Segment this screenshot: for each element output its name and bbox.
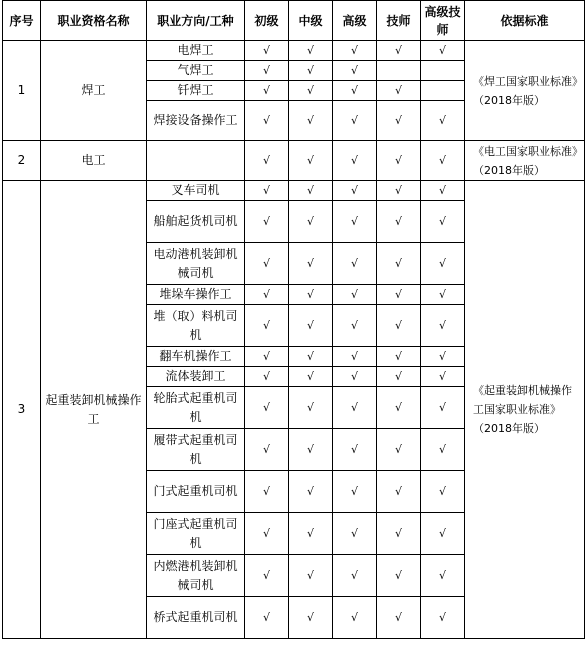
seq-cell: 2	[3, 141, 41, 181]
check-cell: √	[289, 41, 333, 61]
check-cell: √	[245, 285, 289, 305]
table-row	[3, 181, 585, 201]
qualification-name: 焊工	[41, 41, 147, 141]
check-cell: √	[333, 429, 377, 471]
direction-cell: 轮胎式起重机司机	[147, 387, 245, 429]
header-level-4: 技师	[377, 1, 421, 41]
header-level-5: 高级技师	[421, 1, 465, 41]
check-cell: √	[421, 597, 465, 639]
check-cell: √	[333, 285, 377, 305]
check-cell: √	[245, 471, 289, 513]
header-row	[3, 1, 585, 41]
check-cell: √	[421, 285, 465, 305]
standard-cell: 《起重装卸机械操作工国家职业标准》（2018年版）	[465, 181, 585, 639]
check-cell: √	[289, 181, 333, 201]
check-cell: √	[421, 243, 465, 285]
check-cell: √	[421, 101, 465, 141]
check-cell	[421, 81, 465, 101]
check-cell: √	[245, 141, 289, 181]
direction-cell: 气焊工	[147, 61, 245, 81]
check-cell: √	[289, 61, 333, 81]
direction-cell: 焊接设备操作工	[147, 101, 245, 141]
check-cell: √	[289, 513, 333, 555]
check-cell: √	[245, 387, 289, 429]
check-cell: √	[377, 305, 421, 347]
direction-cell: 流体装卸工	[147, 367, 245, 387]
check-cell: √	[245, 347, 289, 367]
check-cell: √	[289, 597, 333, 639]
check-cell: √	[377, 347, 421, 367]
check-cell: √	[333, 101, 377, 141]
check-cell: √	[333, 61, 377, 81]
check-cell: √	[245, 513, 289, 555]
direction-cell: 履带式起重机司机	[147, 429, 245, 471]
check-cell: √	[289, 305, 333, 347]
check-cell: √	[245, 201, 289, 243]
header-level-1: 初级	[245, 1, 289, 41]
direction-cell: 堆垛车操作工	[147, 285, 245, 305]
check-cell	[421, 61, 465, 81]
check-cell: √	[421, 41, 465, 61]
qualification-table	[2, 0, 585, 639]
header-direction: 职业方向/工种	[147, 1, 245, 41]
check-cell: √	[421, 555, 465, 597]
direction-cell: 电焊工	[147, 41, 245, 61]
direction-cell: 船舶起货机司机	[147, 201, 245, 243]
check-cell: √	[377, 285, 421, 305]
qualification-name: 起重装卸机械操作工	[41, 181, 147, 639]
check-cell: √	[421, 367, 465, 387]
check-cell: √	[421, 201, 465, 243]
check-cell: √	[289, 285, 333, 305]
check-cell: √	[333, 181, 377, 201]
check-cell: √	[377, 81, 421, 101]
qualification-name: 电工	[41, 141, 147, 181]
check-cell: √	[245, 243, 289, 285]
check-cell: √	[333, 81, 377, 101]
check-cell: √	[333, 41, 377, 61]
check-cell: √	[333, 367, 377, 387]
check-cell: √	[333, 513, 377, 555]
check-cell: √	[421, 471, 465, 513]
check-cell: √	[377, 243, 421, 285]
table-row	[3, 141, 585, 181]
seq-cell: 1	[3, 41, 41, 141]
check-cell: √	[377, 201, 421, 243]
standard-cell: 《电工国家职业标准》（2018年版）	[465, 141, 585, 181]
check-cell: √	[421, 347, 465, 367]
check-cell: √	[289, 101, 333, 141]
check-cell: √	[377, 597, 421, 639]
check-cell: √	[333, 597, 377, 639]
direction-cell: 叉车司机	[147, 181, 245, 201]
check-cell: √	[377, 141, 421, 181]
check-cell: √	[245, 597, 289, 639]
check-cell: √	[421, 429, 465, 471]
check-cell: √	[377, 181, 421, 201]
check-cell: √	[289, 471, 333, 513]
check-cell: √	[377, 367, 421, 387]
standard-cell: 《焊工国家职业标准》（2018年版）	[465, 41, 585, 141]
check-cell: √	[245, 61, 289, 81]
seq-cell: 3	[3, 181, 41, 639]
check-cell: √	[377, 555, 421, 597]
check-cell: √	[333, 243, 377, 285]
direction-cell: 翻车机操作工	[147, 347, 245, 367]
check-cell: √	[289, 429, 333, 471]
check-cell: √	[245, 367, 289, 387]
check-cell: √	[377, 41, 421, 61]
check-cell: √	[377, 471, 421, 513]
check-cell: √	[245, 555, 289, 597]
check-cell: √	[289, 243, 333, 285]
direction-cell: 堆（取）料机司机	[147, 305, 245, 347]
check-cell: √	[421, 513, 465, 555]
table-row	[3, 41, 585, 61]
check-cell: √	[245, 41, 289, 61]
check-cell: √	[289, 141, 333, 181]
direction-cell	[147, 141, 245, 181]
check-cell: √	[245, 181, 289, 201]
check-cell: √	[245, 101, 289, 141]
check-cell: √	[333, 347, 377, 367]
direction-cell: 电动港机装卸机械司机	[147, 243, 245, 285]
direction-cell: 门式起重机司机	[147, 471, 245, 513]
check-cell: √	[333, 141, 377, 181]
check-cell: √	[289, 555, 333, 597]
check-cell: √	[333, 201, 377, 243]
check-cell: √	[289, 201, 333, 243]
header-standard: 依据标准	[465, 1, 585, 41]
check-cell: √	[245, 305, 289, 347]
check-cell: √	[421, 141, 465, 181]
check-cell: √	[421, 305, 465, 347]
check-cell: √	[333, 471, 377, 513]
check-cell: √	[377, 101, 421, 141]
check-cell: √	[245, 429, 289, 471]
header-level-2: 中级	[289, 1, 333, 41]
check-cell: √	[377, 429, 421, 471]
direction-cell: 门座式起重机司机	[147, 513, 245, 555]
check-cell: √	[377, 513, 421, 555]
check-cell: √	[333, 387, 377, 429]
check-cell	[377, 61, 421, 81]
check-cell: √	[289, 347, 333, 367]
check-cell: √	[333, 555, 377, 597]
check-cell: √	[289, 367, 333, 387]
check-cell: √	[421, 181, 465, 201]
direction-cell: 钎焊工	[147, 81, 245, 101]
check-cell: √	[289, 387, 333, 429]
header-name: 职业资格名称	[41, 1, 147, 41]
check-cell: √	[421, 387, 465, 429]
header-level-3: 高级	[333, 1, 377, 41]
check-cell: √	[377, 387, 421, 429]
direction-cell: 内燃港机装卸机械司机	[147, 555, 245, 597]
direction-cell: 桥式起重机司机	[147, 597, 245, 639]
header-seq: 序号	[3, 1, 41, 41]
check-cell: √	[333, 305, 377, 347]
check-cell: √	[245, 81, 289, 101]
check-cell: √	[289, 81, 333, 101]
